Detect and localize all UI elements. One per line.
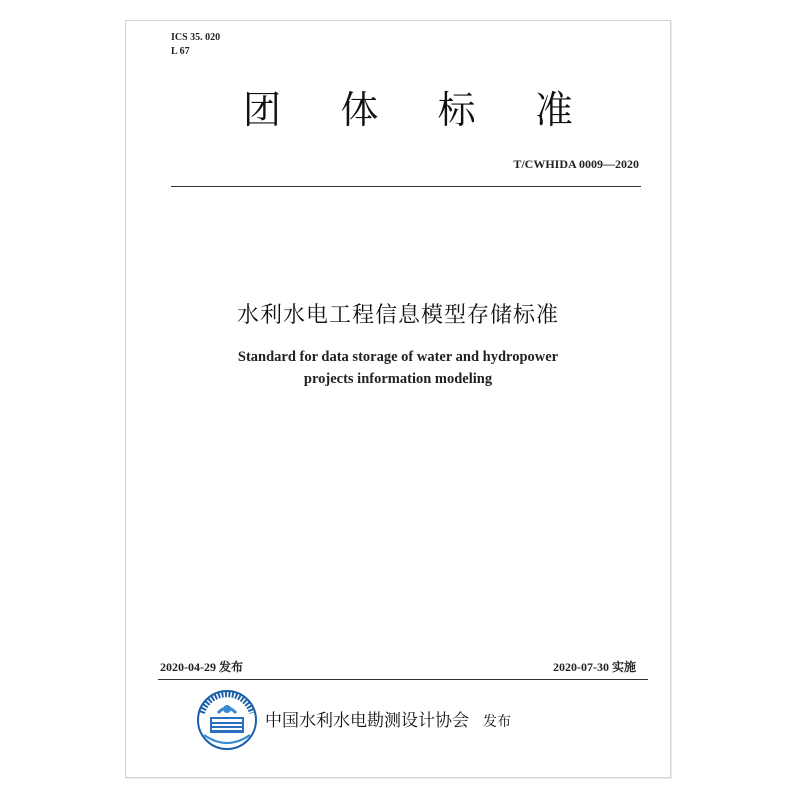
implement-date: 2020-07-30 实施 <box>553 660 636 674</box>
category-title-char: 标 <box>437 88 476 132</box>
publisher-suffix: 发布 <box>483 714 511 730</box>
footer-divider <box>158 679 648 680</box>
english-title-line: projects information modeling <box>303 371 493 387</box>
category-title-char: 团 <box>243 88 282 132</box>
ccs-code: L 67 <box>171 46 190 57</box>
chinese-title: 水利水电工程信息模型存储标准 <box>236 303 559 328</box>
association-logo-icon <box>196 689 258 751</box>
english-title <box>126 346 670 390</box>
standard-category-title <box>243 79 573 134</box>
header-divider <box>171 186 641 187</box>
ics-code: ICS 35. 020 <box>171 32 221 43</box>
publisher-name: 中国水利水电勘测设计协会 <box>265 711 469 731</box>
classification-codes <box>171 31 220 59</box>
standard-number: T/CWHIDA 0009—2020 <box>513 157 639 171</box>
category-title-char: 准 <box>534 88 573 132</box>
standard-cover-page <box>125 20 671 778</box>
publish-date: 2020-04-29 发布 <box>160 660 243 674</box>
category-title-char: 体 <box>340 88 379 132</box>
publisher-line <box>265 706 511 731</box>
english-title-line: Standard for data storage of water and hydropower <box>237 349 559 365</box>
